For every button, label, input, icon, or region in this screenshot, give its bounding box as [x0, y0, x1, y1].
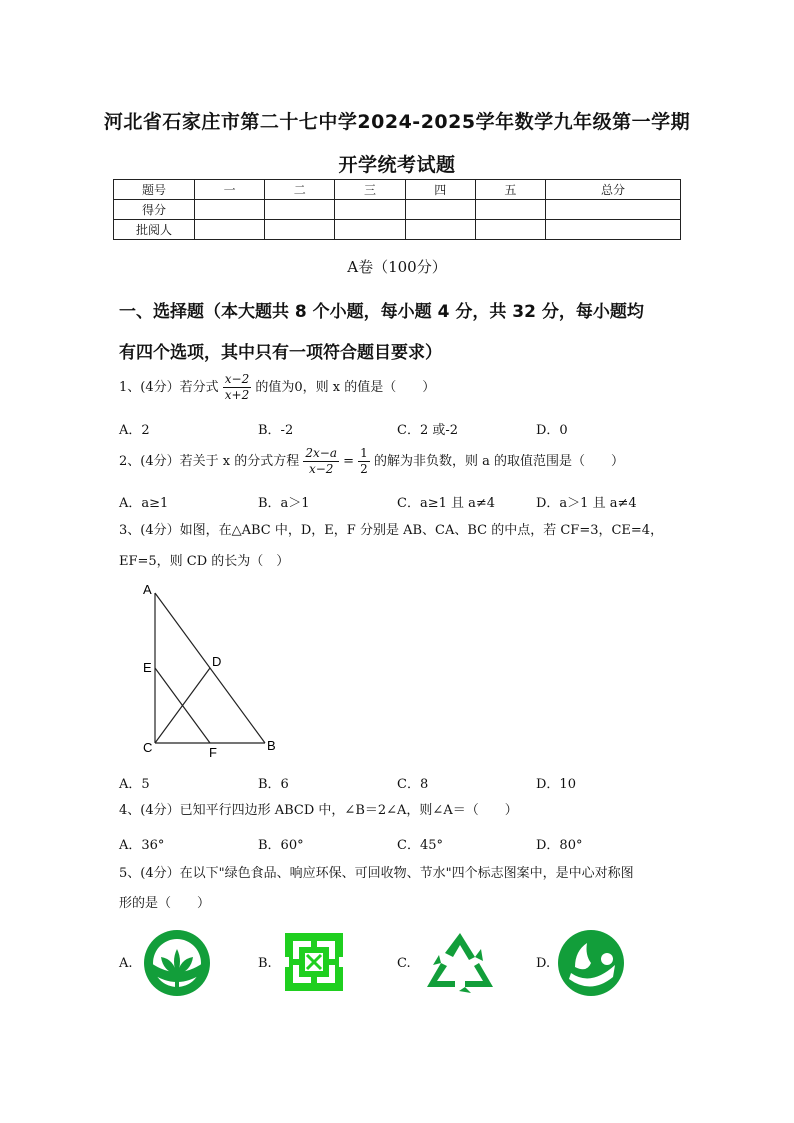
option-b[interactable]: B．-2 — [258, 423, 294, 438]
score-cell[interactable] — [195, 200, 265, 220]
fraction-denominator: x+2 — [224, 388, 250, 402]
page-subtitle: 开学统考试题 — [338, 154, 456, 176]
question-3-cont: EF=5，则 CD 的长为（ ） — [119, 554, 290, 569]
option-c[interactable]: C．a≥1 且 a≠4 — [397, 496, 496, 511]
table-row — [114, 200, 681, 220]
table-row-label: 得分 — [114, 200, 195, 220]
score-cell[interactable] — [405, 220, 475, 240]
volume-heading: A卷（100分） — [347, 258, 447, 276]
score-table — [113, 179, 681, 240]
table-row — [114, 220, 681, 240]
question-5: 5、(4分）在以下"绿色食品、响应环保、可回收物、节水"四个标志图案中，是中心对称图 — [119, 866, 634, 881]
question-text: 的值为0，则 x 的值是（ ） — [255, 380, 436, 395]
table-header-cell: 五 — [475, 180, 545, 200]
equals-sign: = — [343, 454, 355, 469]
score-cell[interactable] — [335, 220, 405, 240]
fraction-denominator: x−2 — [308, 462, 334, 476]
option-c[interactable]: C．2 或-2 — [397, 423, 459, 438]
question-1 — [119, 372, 435, 403]
question-5-cont: 形的是（ ） — [119, 896, 211, 911]
label-a: A — [143, 582, 152, 597]
table-header-cell: 四 — [405, 180, 475, 200]
label-b: B — [267, 738, 276, 753]
environmental-logo-icon — [283, 931, 345, 993]
option-a[interactable]: A. — [119, 956, 133, 971]
score-cell[interactable] — [546, 200, 681, 220]
label-e: E — [143, 660, 152, 675]
green-food-logo-icon — [143, 929, 211, 997]
option-c[interactable]: C．8 — [397, 777, 429, 792]
option-b[interactable]: B. — [258, 956, 272, 971]
question-text: 2、(4分）若关于 x 的分式方程 — [119, 454, 300, 469]
option-c[interactable]: C．45° — [397, 838, 443, 853]
option-a[interactable]: A．2 — [119, 423, 150, 438]
water-saving-logo-icon — [557, 929, 625, 997]
score-cell[interactable] — [475, 200, 545, 220]
option-a[interactable]: A．5 — [119, 777, 150, 792]
fraction-numerator: 1 — [360, 446, 368, 460]
table-header-cell: 总分 — [546, 180, 681, 200]
question-4: 4、(4分）已知平行四边形 ABCD 中，∠B＝2∠A，则∠A＝（ ） — [119, 803, 518, 818]
table-row-label: 批阅人 — [114, 220, 195, 240]
score-cell[interactable] — [265, 200, 335, 220]
table-header-cell: 二 — [265, 180, 335, 200]
option-d[interactable]: D．a＞1 且 a≠4 — [536, 496, 637, 511]
question-2 — [119, 446, 624, 477]
fraction-numerator: x−2 — [224, 372, 250, 386]
question-text: 1、(4分）若分式 — [119, 380, 219, 395]
option-d[interactable]: D．10 — [536, 777, 576, 792]
score-cell[interactable] — [546, 220, 681, 240]
question-3: 3、(4分）如图，在△ABC 中，D，E，F 分别是 AB、CA、BC 的中点，若 CF=3，CE=4， — [119, 523, 664, 538]
fraction — [358, 446, 370, 477]
option-d[interactable]: D．0 — [536, 423, 568, 438]
section-heading-cont: 有四个选项，其中只有一项符合题目要求） — [119, 343, 442, 363]
table-header-cell: 三 — [335, 180, 405, 200]
score-cell[interactable] — [405, 200, 475, 220]
question-text: 的解为非负数，则 a 的取值范围是（ ） — [373, 454, 624, 469]
option-b[interactable]: B．6 — [258, 777, 289, 792]
page-title: 河北省石家庄市第二十七中学2024-2025学年数学九年级第一学期 — [103, 111, 691, 133]
score-cell[interactable] — [195, 220, 265, 240]
score-cell[interactable] — [265, 220, 335, 240]
option-d[interactable]: D. — [536, 956, 551, 971]
label-c: C — [143, 740, 153, 755]
score-cell[interactable] — [335, 200, 405, 220]
fraction-denominator: 2 — [360, 462, 368, 476]
table-header-cell: 题号 — [114, 180, 195, 200]
option-d[interactable]: D．80° — [536, 838, 583, 853]
option-a[interactable]: A．a≥1 — [119, 496, 169, 511]
section-heading: 一、选择题（本大题共 8 个小题，每小题 4 分，共 32 分，每小题均 — [119, 302, 644, 322]
fraction-numerator: 2x−a — [305, 446, 337, 460]
fraction — [223, 372, 251, 403]
option-c[interactable]: C. — [397, 956, 411, 971]
fraction — [303, 446, 339, 477]
table-header-cell: 一 — [195, 180, 265, 200]
option-b[interactable]: B．60° — [258, 838, 304, 853]
option-b[interactable]: B．a＞1 — [258, 496, 310, 511]
recycle-logo-icon — [423, 929, 497, 995]
triangle-figure — [135, 578, 285, 763]
table-row — [114, 180, 681, 200]
label-f: F — [209, 745, 217, 760]
score-cell[interactable] — [475, 220, 545, 240]
label-d: D — [212, 654, 222, 669]
option-a[interactable]: A．36° — [119, 838, 165, 853]
